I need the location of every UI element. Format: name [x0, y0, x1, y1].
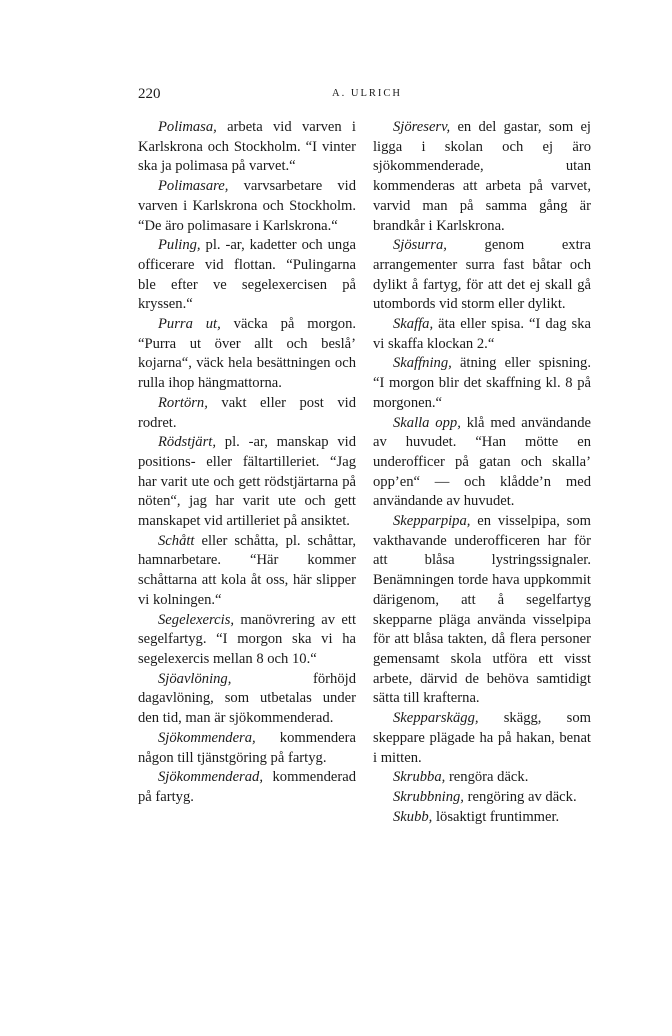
dictionary-entry	[373, 788, 591, 808]
entry-headword: Sjösurra,	[393, 237, 447, 254]
running-title: A. ULRICH	[332, 88, 402, 99]
left-column	[138, 118, 356, 808]
entry-headword: Segelexercis,	[158, 611, 235, 628]
entry-headword: Skaffning,	[393, 355, 452, 372]
entry-definition: rengöring av däck.	[463, 788, 577, 805]
dictionary-entry	[373, 709, 591, 768]
entry-definition: rengöra däck.	[445, 769, 529, 786]
entry-definition: väcka på morgon. “Purra ut över allt och beslå’ kojarna“, väck hela besättningen och rulla ihop hängmattorna.	[138, 316, 357, 392]
entry-headword: Sjöavlöning,	[158, 670, 232, 687]
dictionary-entry	[138, 177, 356, 236]
entry-headword: Schått	[158, 532, 195, 549]
page-number: 220	[138, 86, 161, 102]
entry-headword: Skepparskägg,	[393, 710, 479, 727]
entry-headword: Sjökommenderad,	[158, 769, 263, 786]
entry-definition: manövrering av ett segelfartyg. “I morgon ska vi ha segelexercis mellan 8 och 10.“	[138, 611, 356, 667]
entry-headword: Rödstjärt,	[158, 434, 216, 451]
entry-definition: pl. -ar, manskap vid positions- eller fältartilleriet. “Jag har varit ute och gett rödstjärtarna på nöten“, jag har varit ute och gett manskapet vid artilleriet på ansiktet.	[138, 434, 356, 530]
entry-definition: kommendera någon till tjänstgöring på fartyg.	[138, 729, 356, 766]
dictionary-entry	[138, 118, 356, 177]
entry-definition: genom extra arrangementer surra fast båtar och dylikt å fartyg, för att det ej skall gå utombords vid storm eller dylikt.	[373, 237, 591, 313]
page-header	[138, 86, 596, 106]
entry-definition: kommenderad på fartyg.	[138, 769, 356, 805]
entry-headword: Polimasa,	[158, 119, 217, 135]
dictionary-entry	[373, 236, 591, 315]
dictionary-entry	[373, 354, 591, 413]
entry-headword: Sjökommendera,	[158, 729, 256, 746]
entry-headword: Purra ut,	[158, 316, 221, 333]
dictionary-entry	[138, 729, 356, 768]
entry-headword: Polimasare,	[158, 178, 229, 195]
entry-headword: Sjöreserv,	[393, 119, 451, 135]
entry-headword: Rortörn,	[158, 394, 208, 411]
entry-definition: pl. -ar, kadetter och unga officerare vid flottan. “Pulingarna ble efter ve segelexercisen på kryssen.“	[138, 237, 356, 313]
dictionary-entry	[138, 315, 356, 394]
entry-definition: varvsarbetare vid varven i Karlskrona och Stockholm. “De äro polimasare i Karlskrona.“	[138, 178, 356, 234]
dictionary-entry	[373, 512, 591, 709]
entry-definition: vakt eller post vid rodret.	[138, 394, 356, 431]
entry-headword: Skalla opp,	[393, 414, 461, 431]
dictionary-entry	[373, 768, 591, 788]
dictionary-entry	[373, 118, 591, 236]
entry-definition: lösaktigt fruntimmer.	[432, 808, 560, 825]
dictionary-entry	[373, 808, 591, 828]
entry-headword: Skubb,	[393, 808, 433, 825]
entry-definition: förhöjd dagavlöning, som utbetalas under den tid, man är sjökommenderad.	[138, 670, 356, 727]
entry-headword: Skaffa,	[393, 316, 434, 333]
entry-definition: en del gastar, som ej ligga i skolan och ej äro sjökommenderade, utan kommenderas att arbeta på varvet, varvid man på samma gång är brandkår i Karlskrona.	[373, 119, 591, 234]
entry-headword: Skrubba,	[393, 769, 446, 786]
dictionary-entry	[373, 315, 591, 354]
entry-headword: Skepparpipa,	[393, 513, 471, 530]
dictionary-entry	[138, 433, 356, 532]
entry-definition: klå med användande av huvudet. “Han mötte en underofficer på gatan och skalla’ opp’en“ — och klådde’n med användande av huvudet.	[373, 414, 592, 510]
entry-definition: eller schåtta, pl. schåttar, hamnarbetare. “Här kommer schåttarna att kola åt oss, här slipper vi kolningen.“	[138, 532, 356, 608]
entry-definition: äta eller spisa. “I dag ska vi skaffa klockan 2.“	[373, 316, 591, 352]
dictionary-entry	[138, 532, 356, 611]
dictionary-entry	[138, 768, 356, 807]
entry-definition: arbeta vid varven i Karlskrona och Stockholm. “I vinter ska ja polimasa på varvet.“	[138, 119, 356, 175]
dictionary-entry	[373, 414, 591, 513]
dictionary-entry	[138, 236, 356, 315]
entry-headword: Puling,	[158, 237, 201, 254]
entry-definition: ätning eller spisning. “I morgon blir det skaffning kl. 8 på morgonen.“	[373, 355, 591, 411]
right-column	[373, 118, 591, 827]
dictionary-entry	[138, 611, 356, 670]
dictionary-entry	[138, 670, 356, 729]
entry-definition: skägg, som skeppare plägade ha på hakan, benat i mitten.	[373, 710, 591, 766]
entry-definition: en visselpipa, som vakthavande underofficeren har för att blåsa lystringssignaler. Benämningen torde hava uppkommit därigenom, att å segelfartyg skepparne pläga använda visselpipa för att blåsa takten, då flera personer gemensamt skola utföra ett visst arbete, därvid de behöva samtidigt sätta till krafterna.	[373, 513, 591, 707]
dictionary-entry	[138, 394, 356, 433]
entry-headword: Skrubbning,	[393, 788, 464, 805]
